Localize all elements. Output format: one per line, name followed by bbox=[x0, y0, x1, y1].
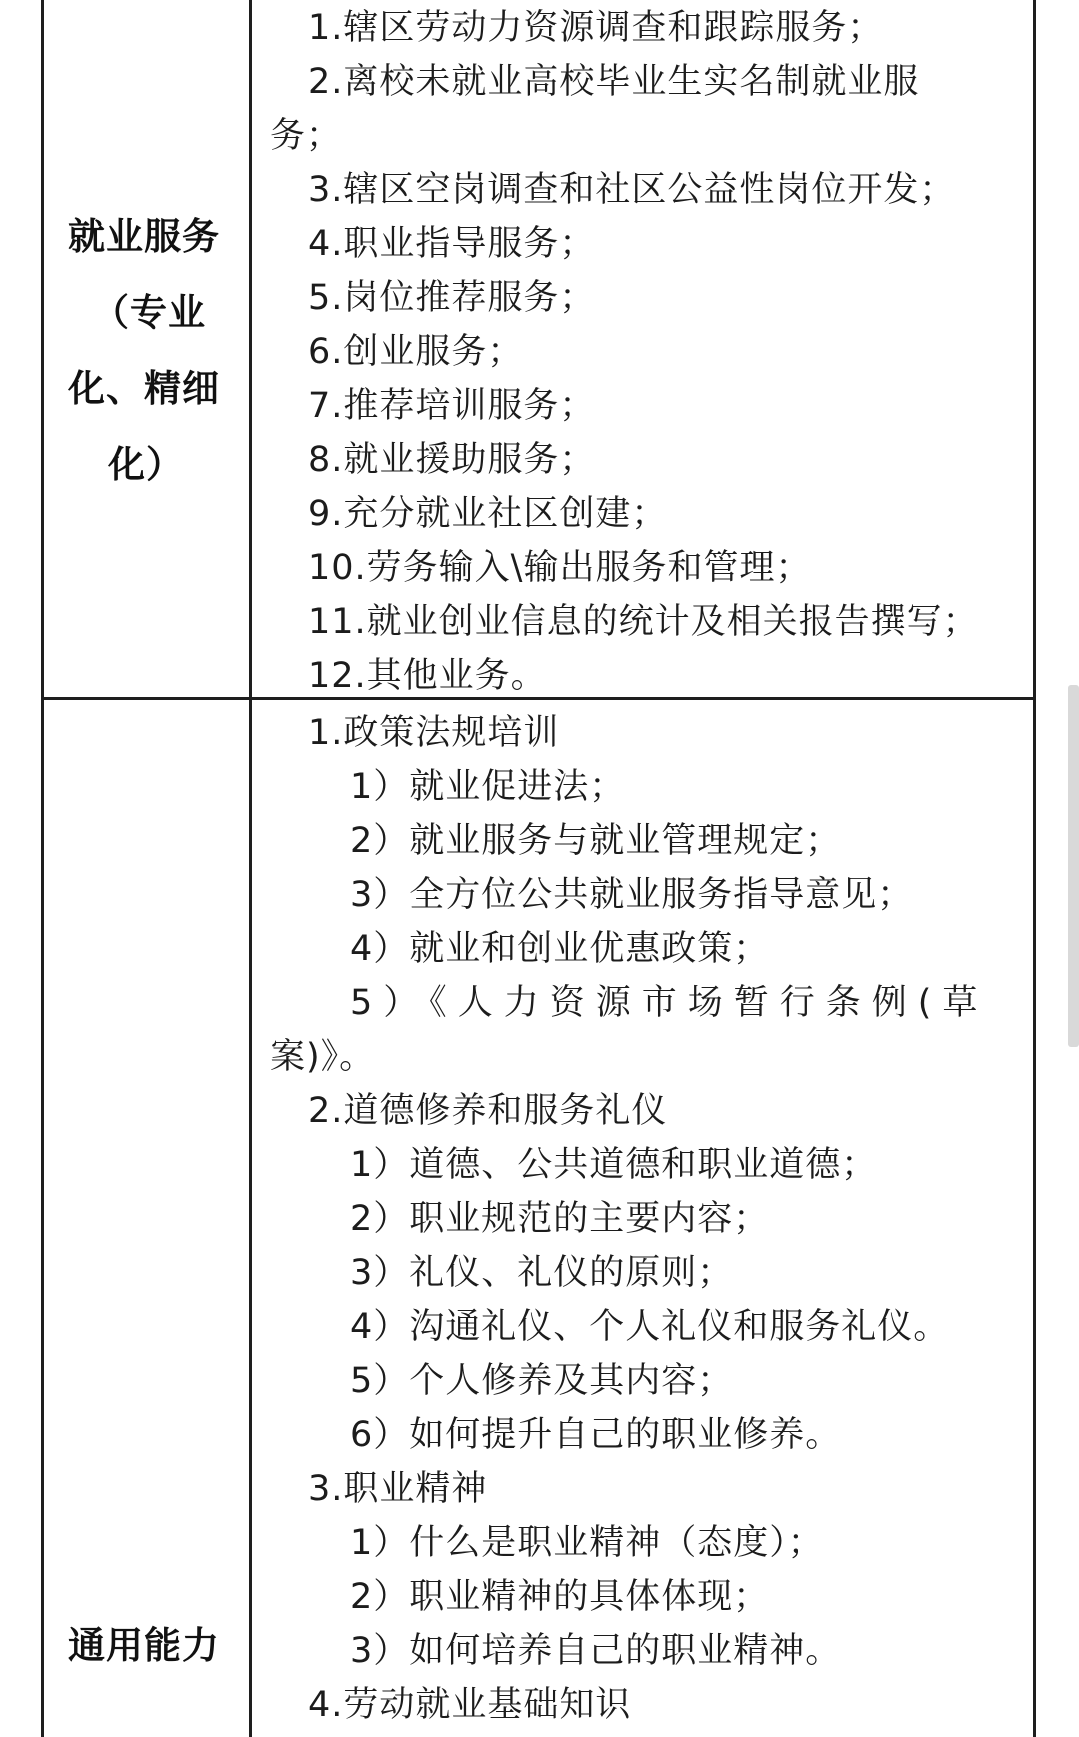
list-item: 2.离校未就业高校毕业生实名制就业服 bbox=[308, 62, 920, 102]
list-item: 7.推荐培训服务； bbox=[308, 386, 596, 426]
list-item: 3.职业精神 bbox=[308, 1469, 488, 1509]
list-sub-item: 5）个人修养及其内容； bbox=[350, 1361, 734, 1401]
list-sub-item: 4）沟通礼仪、个人礼仪和服务礼仪。 bbox=[350, 1307, 950, 1347]
list-sub-item: 3）全方位公共就业服务指导意见； bbox=[350, 875, 914, 915]
list-sub-item: 2）就业服务与就业管理规定； bbox=[350, 821, 842, 861]
category-label-line: （专业 bbox=[92, 291, 206, 334]
list-sub-item: 6）如何提升自己的职业修养。 bbox=[350, 1415, 842, 1455]
table-border-right bbox=[1033, 0, 1036, 1737]
list-item: 4.职业指导服务； bbox=[308, 224, 596, 264]
category-label-line: 通用能力 bbox=[68, 1624, 220, 1667]
category-label-line: 化） bbox=[108, 443, 184, 486]
list-item: 3.辖区空岗调查和社区公益性岗位开发； bbox=[308, 170, 956, 210]
category-label-line: 就业服务 bbox=[68, 215, 220, 258]
list-item: 8.就业援助服务； bbox=[308, 440, 596, 480]
list-item: 4.劳动就业基础知识 bbox=[308, 1685, 632, 1725]
list-item: 5.岗位推荐服务； bbox=[308, 278, 596, 318]
list-item: 11.就业创业信息的统计及相关报告撰写； bbox=[308, 602, 979, 642]
list-item: 务； bbox=[270, 116, 343, 156]
scrollbar[interactable] bbox=[1068, 685, 1079, 1047]
list-sub-item: 3）礼仪、礼仪的原则； bbox=[350, 1253, 734, 1293]
list-sub-item: 3）如何培养自己的职业精神。 bbox=[350, 1631, 842, 1671]
list-sub-item: 案)》。 bbox=[270, 1037, 376, 1077]
list-sub-item: 1）道德、公共道德和职业道德； bbox=[350, 1145, 878, 1185]
list-item: 9.充分就业社区创建； bbox=[308, 494, 668, 534]
table-border-left bbox=[41, 0, 44, 1737]
list-sub-item: 5）《人力资源市场暂行条例(草 bbox=[350, 983, 989, 1023]
category-label-line: 化、精细 bbox=[68, 367, 220, 410]
table-column-divider bbox=[249, 0, 252, 1737]
list-item: 1.政策法规培训 bbox=[308, 713, 560, 753]
list-sub-item: 1）就业促进法； bbox=[350, 767, 626, 807]
list-sub-item: 1）什么是职业精神（态度）； bbox=[350, 1523, 824, 1563]
list-sub-item: 4）就业和创业优惠政策； bbox=[350, 929, 770, 969]
list-item: 10.劳务输入\输出服务和管理； bbox=[308, 548, 812, 588]
list-sub-item: 2）职业精神的具体体现； bbox=[350, 1577, 770, 1617]
list-item: 2.道德修养和服务礼仪 bbox=[308, 1091, 668, 1131]
list-item: 6.创业服务； bbox=[308, 332, 524, 372]
list-item: 1.辖区劳动力资源调查和跟踪服务； bbox=[308, 8, 884, 48]
list-item: 12.其他业务。 bbox=[308, 656, 547, 696]
list-sub-item: 2）职业规范的主要内容； bbox=[350, 1199, 770, 1239]
